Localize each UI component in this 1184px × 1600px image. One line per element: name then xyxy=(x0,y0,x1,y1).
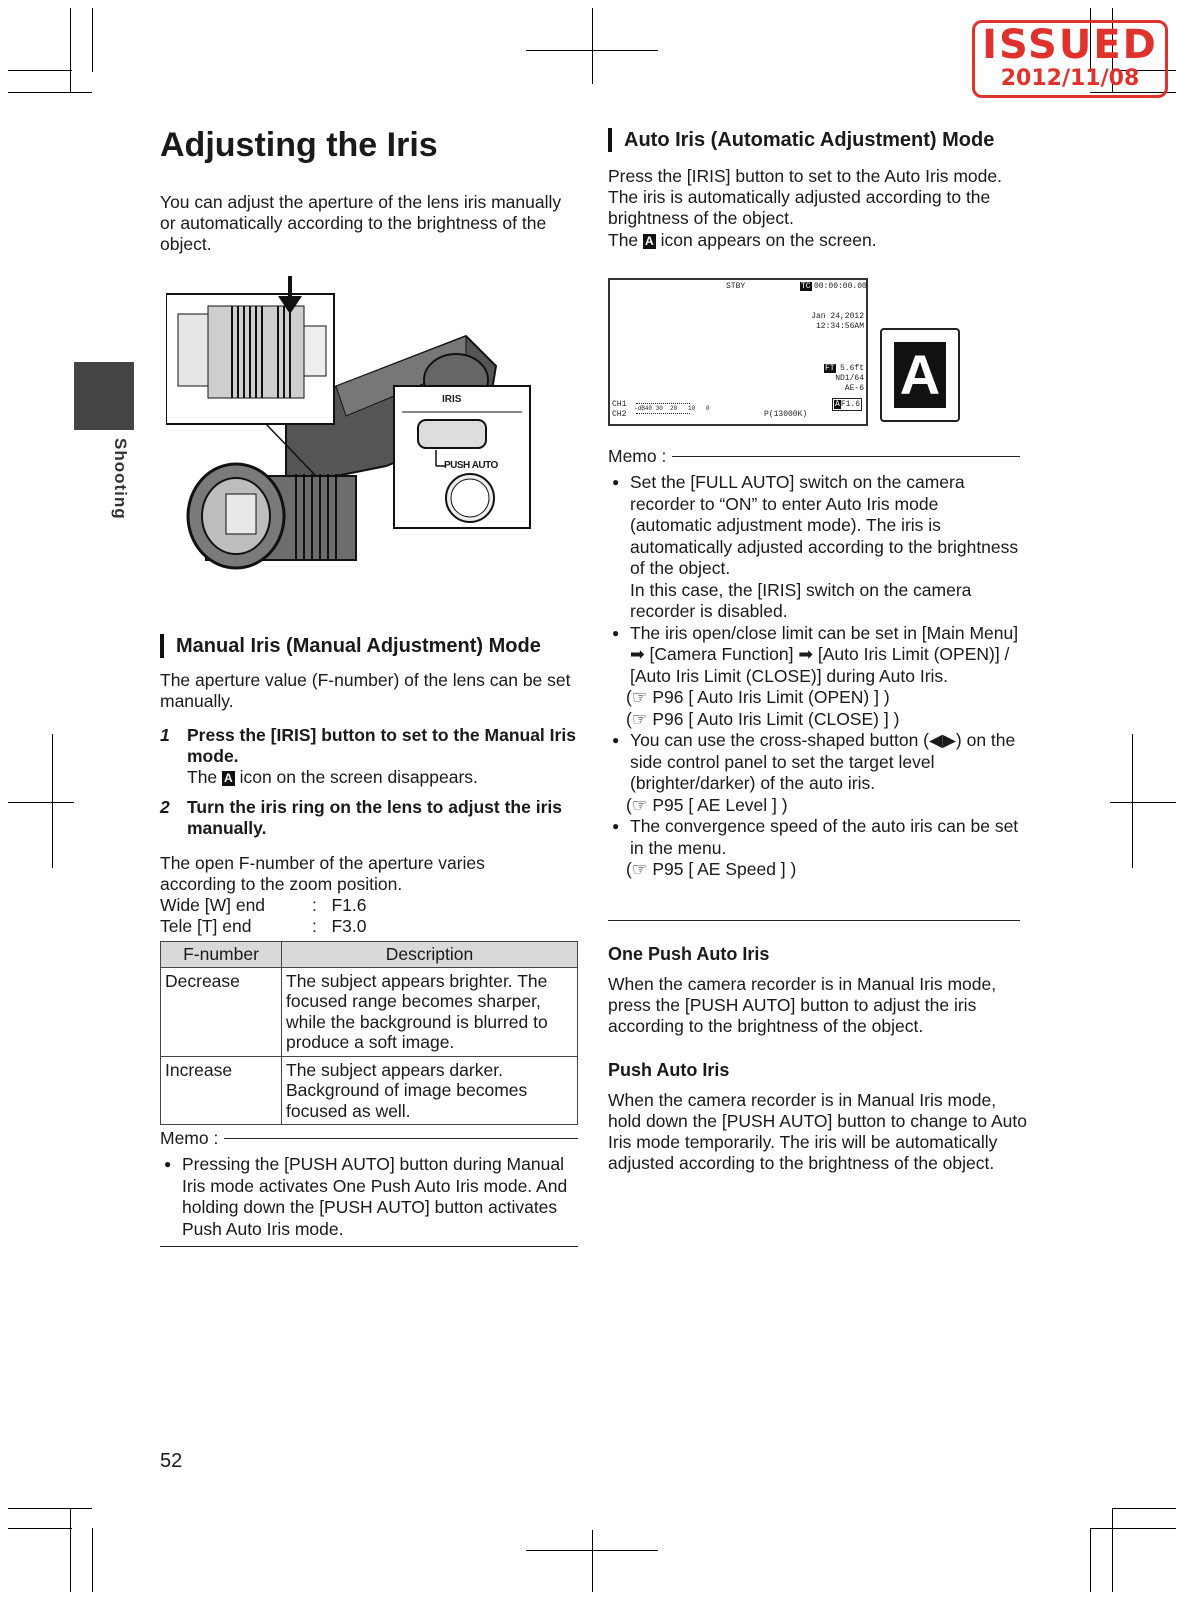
right-memo-header xyxy=(608,446,1020,467)
right-memo-end-rule xyxy=(608,920,1020,921)
step-1 xyxy=(160,725,580,788)
left-memo-end-rule xyxy=(160,1246,578,1247)
screen-ae: AE-6 xyxy=(844,384,864,393)
screen-meter-ch1 xyxy=(636,403,690,404)
screen-nd: ND1/64 xyxy=(835,374,864,383)
viewfinder-screen xyxy=(608,278,868,426)
intro-text: You can adjust the aperture of the lens iris manually or automatically according to the brightness of the object. xyxy=(160,192,562,254)
screen-scale: -dB40 30 20 10 0 xyxy=(634,405,710,412)
step-2 xyxy=(160,797,580,839)
fnumber-text: The open F-number of the aperture varies according to the zoom position. xyxy=(160,853,485,894)
table-cell-description: The subject appears brighter. The focused range becomes sharper, while the background is blurred to produce a soft image. xyxy=(282,967,578,1056)
memo-item-text: The iris open/close limit can be set in [Main Menu] ➡ [Camera Function] ➡ [Auto Iris Limit (OPEN)] / [Auto Iris Limit (CLOSE)] during Auto Iris. xyxy=(630,622,1019,686)
auto-iris-heading: Auto Iris (Automatic Adjustment) Mode xyxy=(608,128,994,152)
table-header-fnumber: F-number xyxy=(161,942,282,968)
screen-stby: STBY xyxy=(726,282,746,291)
memo-item xyxy=(608,472,1020,623)
memo-item-text: You can use the cross-shaped button (◀▶) on the side control panel to set the target level (brighter/darker) of the auto iris. xyxy=(630,730,1016,793)
tele-end-label: Tele [T] end xyxy=(160,916,252,936)
camera-drawing xyxy=(166,276,534,578)
manual-intro-text: The aperture value (F-number) of the lens can be set manually. xyxy=(160,670,571,711)
screen-wb: P(13000K) xyxy=(764,410,808,419)
side-tab-label: Shooting xyxy=(111,438,130,520)
step-1-number: 1 xyxy=(160,725,170,745)
table-cell-fnumber: Increase xyxy=(161,1056,282,1125)
auto-icon-text-post: icon appears on the screen. xyxy=(660,230,877,250)
memo-item: ● Pressing the [PUSH AUTO] button during Manual Iris mode activates One Push Auto Iris mode. And holding down the [PUSH AUTO] button activates Push Auto Iris mode. xyxy=(160,1154,578,1240)
push-auto-text: When the camera recorder is in Manual Iris mode, hold down the [PUSH AUTO] button to change to Auto Iris mode temporarily. The iris will be automatically adjusted according to the brightness of the object. xyxy=(608,1090,1027,1173)
auto-icon-text xyxy=(608,230,877,251)
screen-iris-value: F1.6 xyxy=(840,400,861,409)
left-memo-label: Memo : xyxy=(160,1128,219,1148)
step-1-note-post: icon on the screen disappears. xyxy=(239,767,478,787)
memo-item xyxy=(608,730,1020,816)
auto-intro-text: Press the [IRIS] button to set to the Auto Iris mode. The iris is automatically adjusted according to the brightness of the object. xyxy=(608,166,1002,228)
right-memo-label: Memo : xyxy=(608,446,667,466)
screen-time: 12:34:56AM xyxy=(815,322,864,331)
figure-iris-label: IRIS xyxy=(442,394,462,405)
camera-illustration xyxy=(166,276,534,578)
memo-item-ref[interactable]: (☞ P95 [ AE Level ] ) xyxy=(626,794,788,815)
screen-iris-readout xyxy=(832,398,862,411)
left-memo-header xyxy=(160,1128,578,1149)
table-cell-fnumber: Decrease xyxy=(161,967,282,1056)
step-1-instruction: Press the [IRIS] button to set to the Manual Iris mode. xyxy=(187,725,576,766)
step-1-note-pre: The xyxy=(187,767,218,787)
enlarged-auto-iris-icon: A xyxy=(894,342,946,408)
stamp-issued-text: ISSUED xyxy=(982,22,1158,68)
memo-item-text: Set the [FULL AUTO] switch on the camera recorder to “ON” to enter Auto Iris mode (automatic adjustment mode). The iris is automatically adjusted according to the brightness of the object. xyxy=(630,472,1019,578)
figure-push-auto-label: PUSH AUTO xyxy=(444,460,498,471)
memo-item-ref[interactable]: (☞ P96 [ Auto Iris Limit (OPEN) ] ) xyxy=(626,687,890,707)
step-2-instruction: Turn the iris ring on the lens to adjust the iris manually. xyxy=(187,797,562,838)
wide-end-label: Wide [W] end xyxy=(160,895,266,915)
screen-ch1: CH1 xyxy=(612,400,627,409)
memo-item-ref[interactable]: (☞ P96 [ Auto Iris Limit (CLOSE) ] ) xyxy=(626,708,900,729)
page-number: 52 xyxy=(160,1450,183,1472)
auto-iris-icon: A xyxy=(645,234,654,248)
table-cell-description: The subject appears darker. Background of image becomes focused as well. xyxy=(282,1056,578,1125)
enlarged-icon-box xyxy=(880,328,960,422)
memo-item-text: The convergence speed of the auto iris can be set in the menu. xyxy=(630,816,1019,858)
memo-item-ref[interactable]: (☞ P95 [ AE Speed ] ) xyxy=(626,859,797,879)
issued-stamp xyxy=(972,20,1168,98)
page-title: Adjusting the Iris xyxy=(160,126,438,164)
memo-item-extra: In this case, the [IRIS] switch on the camera recorder is disabled. xyxy=(630,579,972,621)
auto-iris-icon: A xyxy=(224,771,233,785)
one-push-heading: One Push Auto Iris xyxy=(608,944,770,964)
tele-end-value: : F3.0 xyxy=(312,916,367,936)
memo-item xyxy=(608,816,1020,881)
memo-rule xyxy=(672,456,1020,457)
memo-rule xyxy=(224,1138,578,1139)
screen-tc-icon: TC xyxy=(801,282,811,291)
table-row xyxy=(161,1056,578,1125)
stamp-date: 2012/11/08 xyxy=(1000,66,1140,91)
side-tab-block xyxy=(74,362,134,430)
table-row xyxy=(161,967,578,1056)
fnumber-table xyxy=(160,941,578,1125)
wide-end-value: : F1.6 xyxy=(312,895,367,915)
push-auto-heading: Push Auto Iris xyxy=(608,1060,730,1080)
screen-timecode: 00:00:00.00 xyxy=(814,282,867,291)
left-memo-list xyxy=(160,1154,578,1240)
step-1-note xyxy=(160,767,580,788)
one-push-text: When the camera recorder is in Manual Iris mode, press the [PUSH AUTO] button to adjust the iris according to the brightness of the object. xyxy=(608,974,997,1036)
table-header-description: Description xyxy=(282,942,578,968)
screen-focus: 5.6ft xyxy=(839,364,864,373)
right-memo-list xyxy=(608,472,1020,881)
auto-icon-text-pre: The xyxy=(608,230,639,250)
screen-date: Jan 24,2012 xyxy=(811,312,864,321)
memo-item xyxy=(608,623,1020,731)
manual-iris-heading: Manual Iris (Manual Adjustment) Mode xyxy=(160,634,541,658)
screen-ft-icon: FT xyxy=(825,364,835,373)
step-2-number: 2 xyxy=(160,797,170,817)
table-header-row xyxy=(161,942,578,968)
screen-meter-ch2 xyxy=(636,413,690,414)
screen-ch2: CH2 xyxy=(612,410,627,419)
screen-iris-icon: A xyxy=(835,400,840,409)
